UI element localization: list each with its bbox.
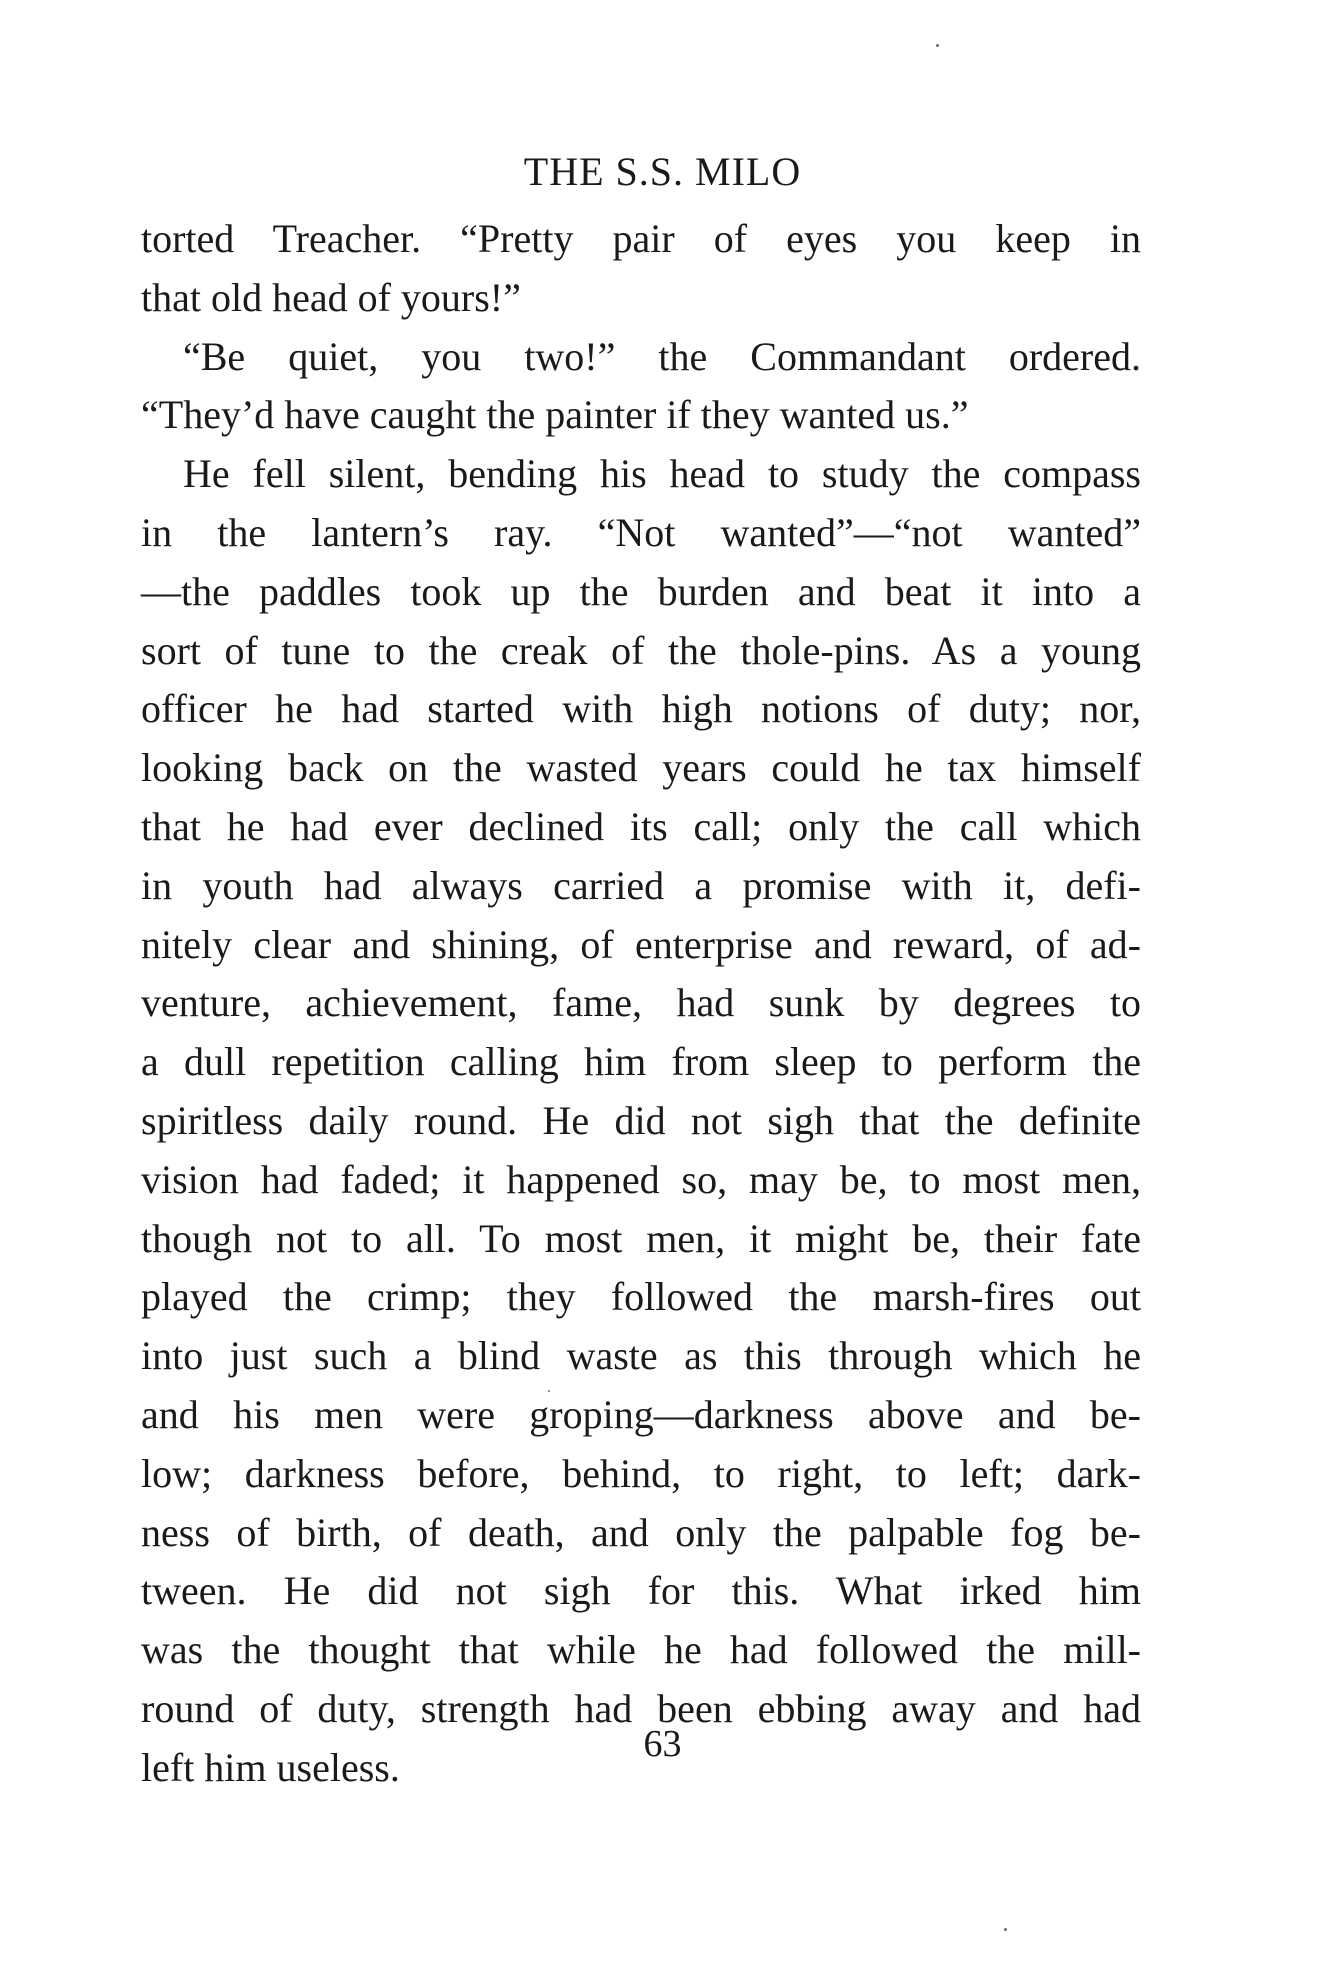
text-line: into just such a blind waste as this through which he [141,1333,1141,1379]
text-line: left him useless. [141,1744,400,1790]
text-line: officer he had started with high notions of duty; nor, [141,686,1141,732]
text-line: “Be quiet, you two!” the Commandant ordered. [183,333,1141,379]
text-line: a dull repetition calling him from sleep to perform the [141,1039,1141,1085]
paper-speck [548,1390,550,1392]
running-head: THE S.S. MILO [523,149,802,194]
text-line: that he had ever declined its call; only the call which [141,803,1141,849]
paper-speck [936,44,939,47]
text-line: nitely clear and shining, of enterprise and reward, of ad- [141,921,1141,967]
text-line: —the paddles took up the burden and beat it into a [141,568,1141,614]
page-number: 63 [643,1723,682,1765]
text-line: looking back on the wasted years could he tax himself [141,745,1141,791]
text-line: played the crimp; they followed the marsh-fires out [141,1274,1141,1320]
text-line: and his men were groping—darkness above and be- [141,1391,1141,1437]
text-line: venture, achievement, fame, had sunk by degrees to [141,980,1141,1026]
paper-speck [1004,1928,1007,1931]
text-line: spiritless daily round. He did not sigh that the definite [141,1097,1141,1143]
text-line: He fell silent, bending his head to study the compass [183,451,1141,497]
body-text [141,210,1141,1798]
text-line: “They’d have caught the painter if they wanted us.” [141,392,969,438]
text-line: sort of tune to the creak of the thole-pins. As a young [141,627,1141,673]
text-line: torted Treacher. “Pretty pair of eyes you keep in [141,216,1141,261]
text-line: in youth had always carried a promise with it, defi- [141,862,1141,908]
text-line: in the lantern’s ray. “Not wanted”—“not wanted” [141,509,1141,555]
text-line: round of duty, strength had been ebbing away and had [141,1685,1141,1731]
text-line: was the thought that while he had followed the mill- [141,1627,1141,1673]
text-line: though not to all. To most men, it might be, their fate [141,1215,1141,1261]
text-line: that old head of yours!” [141,274,521,320]
text-line: tween. He did not sigh for this. What irked him [141,1568,1141,1614]
text-line: ness of birth, of death, and only the palpable fog be- [141,1509,1141,1555]
text-line: vision had faded; it happened so, may be, to most men, [141,1156,1141,1202]
text-line: low; darkness before, behind, to right, to left; dark- [141,1450,1141,1496]
